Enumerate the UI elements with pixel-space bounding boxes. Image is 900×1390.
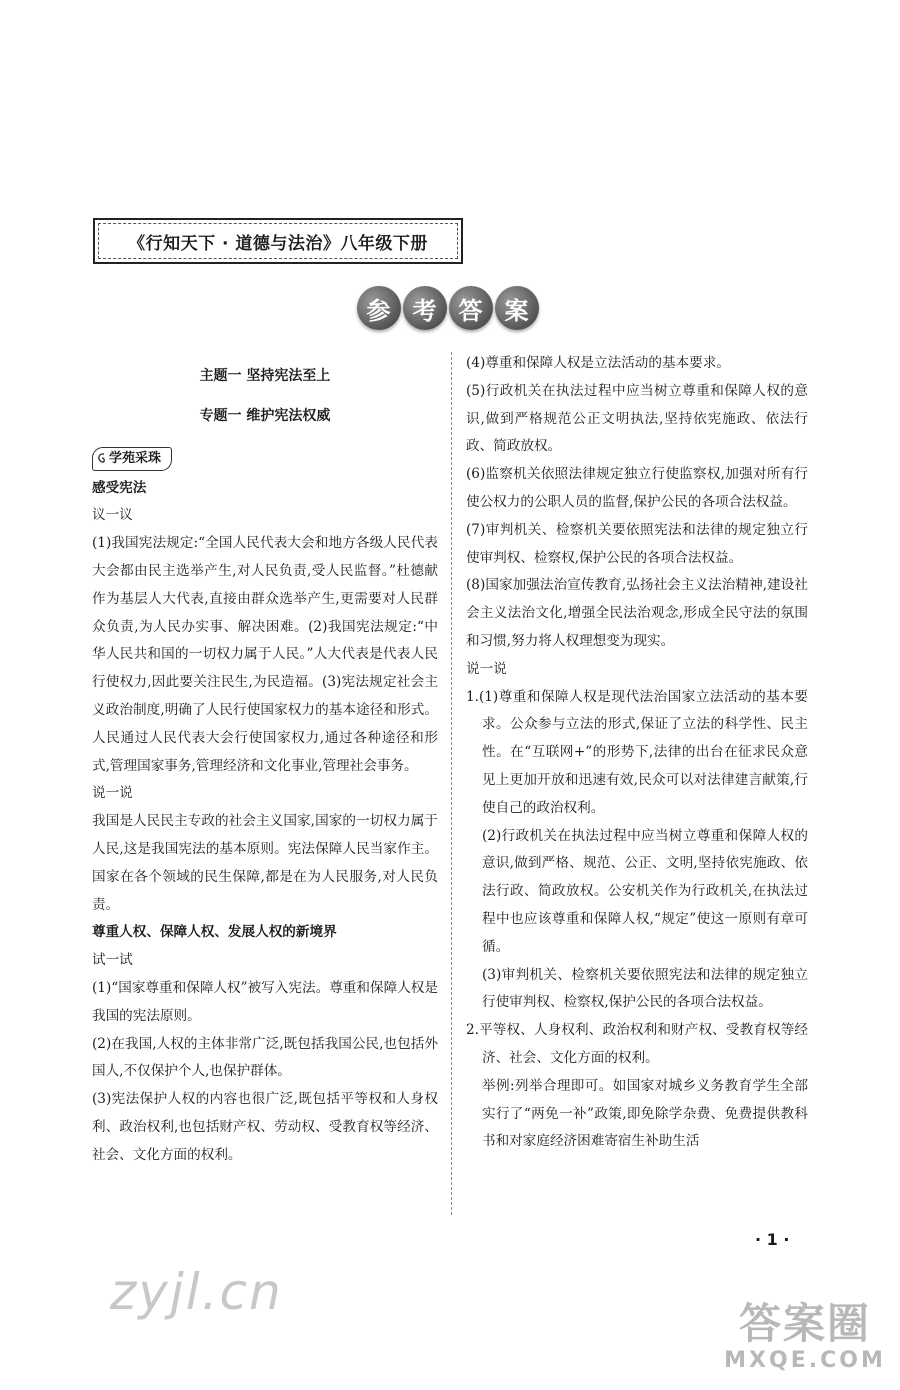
paragraph: (5)行政机关在执法过程中应当树立尊重和保障人权的意识,做到严格规范公正文明执法,坚持依宪施政、依法行政、简政放权。 <box>466 382 808 455</box>
answer-item <box>466 684 808 823</box>
item-number: 2. <box>466 1022 479 1039</box>
paragraph: (4)尊重和保障人权是立法活动的基本要求。 <box>466 355 730 371</box>
answer-title <box>355 286 540 330</box>
watermark-left: zyjl.cn <box>110 1263 283 1321</box>
answer-item <box>466 1017 808 1073</box>
item-text: (1)尊重和保障人权是现代法治国家立法活动的基本要求。公众参与立法的形式,保证了立法的科学性、民主性。在“互联网+”的形势下,法律的出台在征求民众意见上更加开放和迅速有效,民众可以对法律建言献策,行使自己的政治权利。 <box>478 688 808 816</box>
left-column <box>92 363 438 1170</box>
answer-title-char: 参 <box>357 286 401 330</box>
section-tag-label: 学苑采珠 <box>109 450 162 466</box>
paragraph: (1)“国家尊重和保障人权”被写入宪法。尊重和保障人权是我国的宪法原则。 <box>92 979 438 1024</box>
paragraph: (8)国家加强法治宣传教育,弘扬社会主义法治精神,建设社会主义法治文化,增强全民法治观念,形成全民守法的氛围和习惯,努力将人权理想变为现实。 <box>466 577 808 649</box>
answer-title-char: 答 <box>449 286 493 330</box>
answer-title-char: 考 <box>403 286 447 330</box>
paragraph: (2)在我国,人权的主体非常广泛,既包括我国公民,也包括外国人,不仅保护个人,也保护群体。 <box>92 1035 438 1080</box>
page-number: · 1 · <box>755 1230 790 1249</box>
section-tag <box>92 447 172 471</box>
topic-heading: 专题一 维护宪法权威 <box>199 407 331 424</box>
subheading-talk: 说一说 <box>466 660 507 677</box>
heading-feel-constitution: 感受宪法 <box>92 479 147 496</box>
paragraph: 举例:列举合理即可。如国家对城乡义务教育学生全部实行了“两免一补”政策,即免除学杂费、免费提供教科书和对家庭经济困难寄宿生补助生活 <box>482 1077 808 1150</box>
subheading-talk: 说一说 <box>92 785 133 802</box>
answer-title-char: 案 <box>495 286 539 330</box>
paragraph: (3)审判机关、检察机关要依照宪法和法律的规定独立行使审判权、检察权,保护公民的各项合法权益。 <box>482 966 808 1011</box>
subheading-discuss: 议一议 <box>92 507 133 524</box>
right-column <box>466 350 808 1156</box>
paragraph: (7)审判机关、检察机关要依照宪法和法律的规定独立行使审判权、检察权,保护公民的各项合法权益。 <box>466 521 808 566</box>
watermark-right-url: MXQE.COM <box>724 1348 886 1373</box>
heading-human-rights: 尊重人权、保障人权、发展人权的新境界 <box>92 924 337 941</box>
paragraph: (1)我国宪法规定:“全国人民代表大会和地方各级人民代表大会都由民主选举产生,对人民负责,受人民监督。”杜德献作为基层人大代表,直接由群众选举产生,更需要对人民群众负责,为人民办实事、解决困难。(2)我国宪法规定:“中华人民共和国的一切权力属于人民。”人大代表是代表人民行使权力,因此要关注民生,为民造福。(3)宪法规定社会主义政治制度,明确了人民行使国家权力的基本途径和形式。人民通过人民代表大会行使国家权力,通过各种途径和形式,管理国家事务,管理经济和文化事业,管理社会事务。 <box>92 535 438 774</box>
watermark-right <box>720 1300 890 1374</box>
watermark-right-title: 答案圈 <box>738 1299 871 1348</box>
column-divider <box>451 352 452 1215</box>
subheading-try: 试一试 <box>92 952 133 969</box>
paragraph: 我国是人民民主专政的社会主义国家,国家的一切权力属于人民,这是我国宪法的基本原则。宪法保障人民当家作主。国家在各个领域的民生保障,都是在为人民服务,对人民负责。 <box>92 813 438 913</box>
swirl-icon <box>96 452 106 464</box>
item-text: 平等权、人身权利、政治权利和财产权、受教育权等经济、社会、文化方面的权利。 <box>478 1022 808 1066</box>
book-title-banner <box>93 218 463 264</box>
theme-heading: 主题一 坚持宪法至上 <box>199 368 331 384</box>
paragraph: (6)监察机关依照法律规定独立行使监察权,加强对所有行使公权力的公职人员的监督,保护公民的各项合法权益。 <box>466 466 808 510</box>
paragraph: (3)宪法保护人权的内容也很广泛,既包括平等权和人身权利、政治权利,也包括财产权、劳动权、受教育权等经济、社会、文化方面的权利。 <box>92 1091 438 1163</box>
book-title: 《行知天下 · 道德与法治》八年级下册 <box>122 229 434 254</box>
item-number: 1. <box>466 688 479 705</box>
paragraph: (2)行政机关在执法过程中应当树立尊重和保障人权的意识,做到严格、规范、公正、文明,坚持依宪施政、依法行政、简政放权。公安机关作为行政机关,在执法过程中也应该尊重和保障人权,“规定”使这一原则有章可循。 <box>482 827 808 955</box>
